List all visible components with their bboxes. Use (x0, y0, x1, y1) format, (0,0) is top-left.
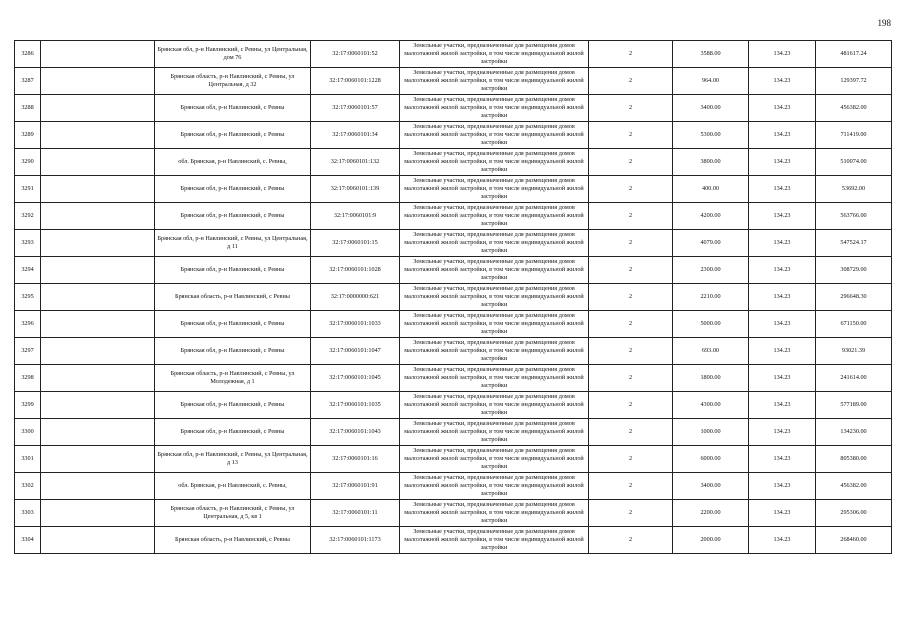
category-cell: 2 (589, 311, 673, 338)
rate-cell: 134.23 (749, 500, 816, 527)
area-cell: 3400.00 (673, 95, 749, 122)
area-cell: 3800.00 (673, 149, 749, 176)
rate-cell: 134.23 (749, 392, 816, 419)
blank-cell (41, 500, 155, 527)
blank-cell (41, 392, 155, 419)
area-cell: 3400.00 (673, 473, 749, 500)
rate-cell: 134.23 (749, 257, 816, 284)
blank-cell (41, 41, 155, 68)
area-cell: 2000.00 (673, 527, 749, 554)
land-use-purpose-cell: Земельные участки, предназначенные для размещения домов малоэтажной жилой застройки, в том числе индивидуальной жилой застройки (400, 230, 589, 257)
blank-cell (41, 149, 155, 176)
cadastral-value-cell: 456382.00 (816, 95, 892, 122)
rate-cell: 134.23 (749, 230, 816, 257)
cadastral-number-cell: 32:17:0060101:1228 (311, 68, 400, 95)
row-number-cell: 3303 (15, 500, 41, 527)
category-cell: 2 (589, 257, 673, 284)
rate-cell: 134.23 (749, 284, 816, 311)
rate-cell: 134.23 (749, 95, 816, 122)
cadastral-number-cell: 32:17:0060101:15 (311, 230, 400, 257)
category-cell: 2 (589, 176, 673, 203)
cadastral-number-cell: 32:17:0060101:1047 (311, 338, 400, 365)
address-cell: Брянская обл, р-н Навлинский, с Ревны (155, 203, 311, 230)
blank-cell (41, 473, 155, 500)
area-cell: 1000.00 (673, 419, 749, 446)
row-number-cell: 3289 (15, 122, 41, 149)
row-number-cell: 3292 (15, 203, 41, 230)
row-number-cell: 3286 (15, 41, 41, 68)
cadastral-value-cell: 805380.00 (816, 446, 892, 473)
cadastral-value-cell: 268460.00 (816, 527, 892, 554)
row-number-cell: 3291 (15, 176, 41, 203)
cadastral-number-cell: 32:17:0000000:621 (311, 284, 400, 311)
blank-cell (41, 68, 155, 95)
cadastral-value-cell: 308729.00 (816, 257, 892, 284)
area-cell: 2200.00 (673, 500, 749, 527)
cadastral-number-cell: 32:17:0060101:52 (311, 41, 400, 68)
rate-cell: 134.23 (749, 473, 816, 500)
land-use-purpose-cell: Земельные участки, предназначенные для размещения домов малоэтажной жилой застройки, в том числе индивидуальной жилой застройки (400, 95, 589, 122)
page-number: 198 (877, 18, 891, 28)
address-cell: Брянская обл, р-н Навлинский, с Ревны (155, 419, 311, 446)
category-cell: 2 (589, 122, 673, 149)
cadastral-value-cell: 295306.00 (816, 500, 892, 527)
cadastral-number-cell: 32:17:0060101:1028 (311, 257, 400, 284)
area-cell: 2300.00 (673, 257, 749, 284)
address-cell: Брянская обл, р-н Навлинский, с Ревны (155, 122, 311, 149)
cadastral-number-cell: 32:17:0060101:1043 (311, 419, 400, 446)
land-use-purpose-cell: Земельные участки, предназначенные для размещения домов малоэтажной жилой застройки, в том числе индивидуальной жилой застройки (400, 311, 589, 338)
land-use-purpose-cell: Земельные участки, предназначенные для размещения домов малоэтажной жилой застройки, в том числе индивидуальной жилой застройки (400, 41, 589, 68)
table-row (15, 95, 892, 122)
cadastral-number-cell: 32:17:0060101:132 (311, 149, 400, 176)
table-row (15, 446, 892, 473)
area-cell: 964.00 (673, 68, 749, 95)
cadastral-number-cell: 32:17:0060101:1045 (311, 365, 400, 392)
area-cell: 2210.00 (673, 284, 749, 311)
table-body (15, 41, 892, 554)
land-use-purpose-cell: Земельные участки, предназначенные для размещения домов малоэтажной жилой застройки, в том числе индивидуальной жилой застройки (400, 500, 589, 527)
cadastral-number-cell: 32:17:0060101:34 (311, 122, 400, 149)
address-cell: Брянская обл, р-н Навлинский, с Ревны (155, 392, 311, 419)
address-cell: Брянская обл, р-н Навлинский, с Ревны (155, 95, 311, 122)
rate-cell: 134.23 (749, 149, 816, 176)
address-cell: Брянская обл, р-н Навлинский, с Ревны, ул Центральная, д 13 (155, 446, 311, 473)
address-cell: Брянская обл, р-н Навлинский, с Ревны (155, 338, 311, 365)
blank-cell (41, 257, 155, 284)
area-cell: 4200.00 (673, 203, 749, 230)
rate-cell: 134.23 (749, 203, 816, 230)
row-number-cell: 3295 (15, 284, 41, 311)
table-row (15, 41, 892, 68)
blank-cell (41, 95, 155, 122)
blank-cell (41, 311, 155, 338)
rate-cell: 134.23 (749, 446, 816, 473)
row-number-cell: 3297 (15, 338, 41, 365)
cadastral-value-cell: 577189.00 (816, 392, 892, 419)
rate-cell: 134.23 (749, 527, 816, 554)
table-row (15, 311, 892, 338)
cadastral-number-cell: 32:17:0060101:57 (311, 95, 400, 122)
blank-cell (41, 284, 155, 311)
cadastral-value-cell: 93021.39 (816, 338, 892, 365)
cadastral-value-cell: 563766.00 (816, 203, 892, 230)
category-cell: 2 (589, 446, 673, 473)
table-row (15, 527, 892, 554)
area-cell: 693.00 (673, 338, 749, 365)
row-number-cell: 3287 (15, 68, 41, 95)
address-cell: Брянская обл, р-н Навлинский, с Ревны (155, 311, 311, 338)
cadastral-value-cell: 134230.00 (816, 419, 892, 446)
land-use-purpose-cell: Земельные участки, предназначенные для размещения домов малоэтажной жилой застройки, в том числе индивидуальной жилой застройки (400, 284, 589, 311)
category-cell: 2 (589, 95, 673, 122)
land-use-purpose-cell: Земельные участки, предназначенные для размещения домов малоэтажной жилой застройки, в том числе индивидуальной жилой застройки (400, 338, 589, 365)
blank-cell (41, 365, 155, 392)
address-cell: Брянская обл, р-н Навлинский, с Ревны (155, 257, 311, 284)
table-row (15, 419, 892, 446)
row-number-cell: 3302 (15, 473, 41, 500)
blank-cell (41, 176, 155, 203)
category-cell: 2 (589, 149, 673, 176)
table-row (15, 176, 892, 203)
table-row (15, 365, 892, 392)
land-use-purpose-cell: Земельные участки, предназначенные для размещения домов малоэтажной жилой застройки, в том числе индивидуальной жилой застройки (400, 527, 589, 554)
category-cell: 2 (589, 419, 673, 446)
blank-cell (41, 446, 155, 473)
address-cell: Брянская область, р-н Навлинский, с Ревны, ул Молодежная, д 1 (155, 365, 311, 392)
address-cell: Брянская область, р-н Навлинский, с Ревны (155, 527, 311, 554)
table-row (15, 500, 892, 527)
blank-cell (41, 122, 155, 149)
rate-cell: 134.23 (749, 122, 816, 149)
cadastral-value-cell: 671150.00 (816, 311, 892, 338)
blank-cell (41, 527, 155, 554)
land-use-purpose-cell: Земельные участки, предназначенные для размещения домов малоэтажной жилой застройки, в том числе индивидуальной жилой застройки (400, 203, 589, 230)
cadastral-number-cell: 32:17:0060101:16 (311, 446, 400, 473)
address-cell: Брянская область, р-н Навлинский, с Ревны (155, 284, 311, 311)
cadastral-value-cell: 53692.00 (816, 176, 892, 203)
table-row (15, 284, 892, 311)
category-cell: 2 (589, 527, 673, 554)
land-use-purpose-cell: Земельные участки, предназначенные для размещения домов малоэтажной жилой застройки, в том числе индивидуальной жилой застройки (400, 473, 589, 500)
cadastral-value-cell: 296648.30 (816, 284, 892, 311)
land-registry-table (14, 40, 892, 554)
row-number-cell: 3288 (15, 95, 41, 122)
area-cell: 4079.00 (673, 230, 749, 257)
cadastral-number-cell: 32:17:0060101:1173 (311, 527, 400, 554)
cadastral-value-cell: 547524.17 (816, 230, 892, 257)
table-row (15, 203, 892, 230)
cadastral-number-cell: 32:17:0060101:91 (311, 473, 400, 500)
category-cell: 2 (589, 203, 673, 230)
category-cell: 2 (589, 365, 673, 392)
area-cell: 1800.00 (673, 365, 749, 392)
address-cell: Брянская обл, р-н Навлинский, с Ревны, ул Центральная, дом 76 (155, 41, 311, 68)
row-number-cell: 3301 (15, 446, 41, 473)
land-use-purpose-cell: Земельные участки, предназначенные для размещения домов малоэтажной жилой застройки, в том числе индивидуальной жилой застройки (400, 446, 589, 473)
land-use-purpose-cell: Земельные участки, предназначенные для размещения домов малоэтажной жилой застройки, в том числе индивидуальной жилой застройки (400, 176, 589, 203)
cadastral-value-cell: 481617.24 (816, 41, 892, 68)
cadastral-value-cell: 711419.00 (816, 122, 892, 149)
table-row (15, 392, 892, 419)
cadastral-number-cell: 32:17:0060101:9 (311, 203, 400, 230)
cadastral-value-cell: 456382.00 (816, 473, 892, 500)
cadastral-number-cell: 32:17:0060101:1035 (311, 392, 400, 419)
cadastral-number-cell: 32:17:0060101:139 (311, 176, 400, 203)
rate-cell: 134.23 (749, 311, 816, 338)
table-row (15, 338, 892, 365)
category-cell: 2 (589, 500, 673, 527)
row-number-cell: 3304 (15, 527, 41, 554)
row-number-cell: 3293 (15, 230, 41, 257)
address-cell: обл. Брянская, р-н Навлинский, с. Ревны, (155, 473, 311, 500)
address-cell: Брянская обл, р-н Навлинский, с Ревны, ул Центральная, д 11 (155, 230, 311, 257)
rate-cell: 134.23 (749, 419, 816, 446)
table-row (15, 68, 892, 95)
table-row (15, 122, 892, 149)
table-row (15, 257, 892, 284)
row-number-cell: 3290 (15, 149, 41, 176)
area-cell: 6000.00 (673, 446, 749, 473)
address-cell: Брянская обл, р-н Навлинский, с Ревны (155, 176, 311, 203)
rate-cell: 134.23 (749, 68, 816, 95)
table-row (15, 230, 892, 257)
row-number-cell: 3294 (15, 257, 41, 284)
cadastral-value-cell: 510074.00 (816, 149, 892, 176)
address-cell: Брянская область, р-н Навлинский, с Ревны, ул Центральная, д 32 (155, 68, 311, 95)
area-cell: 400.00 (673, 176, 749, 203)
cadastral-number-cell: 32:17:0060101:1033 (311, 311, 400, 338)
category-cell: 2 (589, 284, 673, 311)
cadastral-value-cell: 129397.72 (816, 68, 892, 95)
area-cell: 5300.00 (673, 122, 749, 149)
address-cell: обл. Брянская, р-н Навлинский, с. Ревны, (155, 149, 311, 176)
area-cell: 3588.00 (673, 41, 749, 68)
category-cell: 2 (589, 41, 673, 68)
blank-cell (41, 338, 155, 365)
row-number-cell: 3298 (15, 365, 41, 392)
land-use-purpose-cell: Земельные участки, предназначенные для размещения домов малоэтажной жилой застройки, в том числе индивидуальной жилой застройки (400, 149, 589, 176)
category-cell: 2 (589, 338, 673, 365)
blank-cell (41, 419, 155, 446)
category-cell: 2 (589, 230, 673, 257)
category-cell: 2 (589, 473, 673, 500)
table-row (15, 149, 892, 176)
row-number-cell: 3300 (15, 419, 41, 446)
land-use-purpose-cell: Земельные участки, предназначенные для размещения домов малоэтажной жилой застройки, в том числе индивидуальной жилой застройки (400, 122, 589, 149)
land-use-purpose-cell: Земельные участки, предназначенные для размещения домов малоэтажной жилой застройки, в том числе индивидуальной жилой застройки (400, 392, 589, 419)
area-cell: 4300.00 (673, 392, 749, 419)
land-use-purpose-cell: Земельные участки, предназначенные для размещения домов малоэтажной жилой застройки, в том числе индивидуальной жилой застройки (400, 365, 589, 392)
area-cell: 5000.00 (673, 311, 749, 338)
category-cell: 2 (589, 392, 673, 419)
rate-cell: 134.23 (749, 41, 816, 68)
table-row (15, 473, 892, 500)
blank-cell (41, 230, 155, 257)
land-use-purpose-cell: Земельные участки, предназначенные для размещения домов малоэтажной жилой застройки, в том числе индивидуальной жилой застройки (400, 68, 589, 95)
category-cell: 2 (589, 68, 673, 95)
rate-cell: 134.23 (749, 338, 816, 365)
cadastral-value-cell: 241614.00 (816, 365, 892, 392)
address-cell: Брянская область, р-н Навлинский, с Ревны, ул Центральная, д 5, кв 1 (155, 500, 311, 527)
rate-cell: 134.23 (749, 176, 816, 203)
land-use-purpose-cell: Земельные участки, предназначенные для размещения домов малоэтажной жилой застройки, в том числе индивидуальной жилой застройки (400, 419, 589, 446)
cadastral-number-cell: 32:17:0060101:11 (311, 500, 400, 527)
rate-cell: 134.23 (749, 365, 816, 392)
blank-cell (41, 203, 155, 230)
row-number-cell: 3296 (15, 311, 41, 338)
land-use-purpose-cell: Земельные участки, предназначенные для размещения домов малоэтажной жилой застройки, в том числе индивидуальной жилой застройки (400, 257, 589, 284)
row-number-cell: 3299 (15, 392, 41, 419)
